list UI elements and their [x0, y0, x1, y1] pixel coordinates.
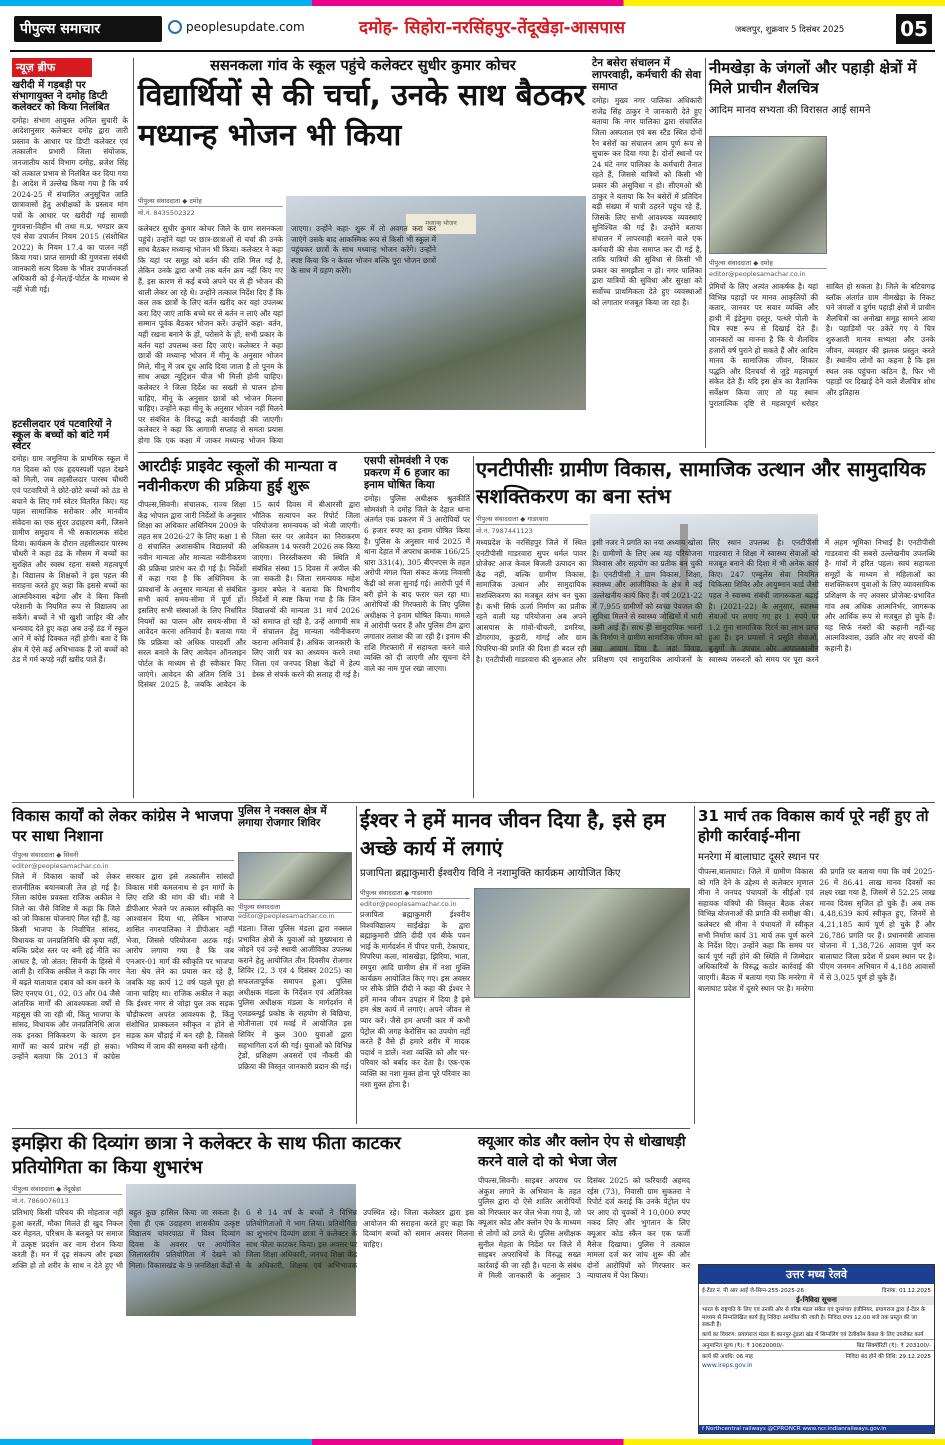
top-color-bar [0, 0, 945, 6]
brief-body-1: दमोह। संभाग आयुक्त अनिल सुचारी के आदेशानुसार कलेक्टर दमोह द्वारा जारी प्रस्ताव के आधार पर डिप्टी कलेक्टर एवं तत्कालीन प्रभारी जिला संयोजक, जनजातीय कार्य विभाग दमोह, ब्रजेश सिंह को तत्काल प्रभाव से निलंबित कर दिया गया है। आदेश में उल्लेख किया गया है कि वर्ष 2024-25 में संचालित अनुसूचित जाति छात्रावासों हेतु अधीक्षकों के प्रस्ताव मांग पत्रों के आधार पर खरीदी गई सामग्री गुणवत्ता-विहीन थी तथा म.प्र. भण्डार क्रय एवं सेवा उपार्जन नियम 2015 (संशोधित 2022) के नियम 17.4 का पालन नहीं किया गया। प्राप्त सामग्री की गुणवत्ता संबंधी जानकारी सत्य दिवस के भीतर उपार्जनकर्ता अधिकारी को ई-मेल/ई-पोर्टल के माध्यम से नहीं भेजी गई। [12, 115, 128, 295]
rock-art-story [709, 58, 935, 448]
march-story [698, 806, 935, 1258]
rock-body-right [831, 136, 935, 282]
divyang-byline: पीपुल्स संवाददाता ◆ तेंदूखेड़ा मो.नं. 7869076013 [12, 1184, 122, 1205]
march-headline: 31 मार्च तक विकास कार्य पूरे नहीं हुए तो होगी कार्रवाई-मीना [698, 807, 929, 845]
congress-headline: विकास कार्यों को लेकर कांग्रेस ने भाजपा पर साधा निशाना [12, 807, 233, 845]
ishwar-deck: प्रजापिता ब्रह्माकुमारी ईश्वरीय विवि ने नशामुक्ति कार्यक्रम आयोजित किए [360, 868, 621, 879]
tent-body: दमोह। मुख्य नगर पालिका अधिकारी राजेंद्र सिंह ठाकुर ने जानकारी देते हुए बताया कि नगर पालिका द्वारा संचालित जिला अस्पताल एवं बस स्टैंड स्थित दोनों रैन बसेरों का संचालन आम पूर्ण रूप से सुचारू कर दिया गया है। दोनों स्थानों पर 24 घंटे नगर पालिका के कर्मचारी तैनात रहते हैं, जिससे यात्रियों को किसी भी प्रकार की असुविधा न हो। सीएमओ श्री ठाकुर ने बताया कि रैन बसेरों में प्रतिदिन बड़ी संख्या में यात्री ठहरने पहुंच रहे हैं, जिसके लिए सभी आवश्यक व्यवस्थाएं सुनिश्चित की गई हैं। उन्होंने बताया संचालन में लापरवाही बरतने वाले एक कर्मचारी की सेवा समाप्त कर दी गई है, ताकि यात्रियों की सुविधा से किसी भी प्रकार का समझौता न हो। नगर पालिका द्वारा यात्रियों की सुविधा और सुरक्षा को सर्वोच्च प्राथमिकता देते हुए व्यवस्थाओं को लगातार मजबूत किया जा रहा है। [592, 96, 702, 307]
sp-story [364, 456, 470, 798]
ishwar-body: प्रजापिता ब्रह्माकुमारी ईश्वरीय विश्वविद्यालय साईंखेड़ा के द्वारा ब्रह्माकुमारी प्रीति दीदी एवं बीके पवन भाई के मार्गदर्शन में पीपर पानी, टेकापार, पिपरिया कला, मांसखेड़ा, झिरिया, भाता, रमपुरा आदि ग्रामीण क्षेत्र में नशा मुक्ति कार्यक्रम आयोजित किए गए। इस अवसर पर सीके प्रीति दीदी ने कहा की ईश्वर ने हमें मानव जीवन उपहार में दिया है इसे हम श्रेष्ठ कार्य में लगाएं। अपने जीवन से प्यार करें। जैसे हम अपनी कार में कभी पेट्रोल की जगह केरोसिन का उपयोग नहीं करते हैं वैसे ही हमारे शरीर में मादक पदार्थ न डालें। नशा व्यक्ति को और घर-परिवार को बर्बाद कर देता है। एक-एक व्यक्ति का नशा मुक्त होना पूरे परिवार का नशा मुक्त होना है। [360, 910, 470, 1089]
march-body: पीपल्स,बालाघाट। जिले में ग्रामीण विकास को गति देने के उद्देश्य से कलेक्टर मृणाल मीना ने जनपद पंचायतों के सीईओ एवं सहायक यंत्रियों की विस्तृत बैठक लेकर विभिन्न योजनाओं की प्रगति की समीक्षा की। कलेक्टर श्री मीना ने पंचायतों में स्वीकृत सभी निर्माण कार्य 31 मार्च तक पूर्ण करने के निर्देश दिए। उन्होंने कहा कि समय पर कार्य पूर्ण नहीं होने की स्थिति में जिम्मेदार अधिकारियों के विरुद्ध कठोर कार्रवाई की जाएगी। बैठक में बताया गया कि मनरेगा में बालाघाट प्रदेश में दूसरे स्थान पर है। मनरेगा की प्रगति पर बताया गया कि वर्ष 2025-26 में 86.41 लाख मानव दिवसों का लक्ष्य रखा गया है, जिसमें से 52.25 लाख मानव दिवस सृजित हो चुके हैं। अब तक 4,48,639 कार्य स्वीकृत हुए, जिनमें से 4,21,185 कार्य पूर्ण हो चुके हैं और 26,786 प्रगति पर हैं। प्रधानमंत्री आवास योजना में 1,38,726 आवास पूर्ण कर बालाघाट जिला प्रदेश में प्रथम स्थान पर है। पीएम जनमन अभियान में 4,188 आवासों में से 3,025 पूर्ण हो चुके हैं। [698, 867, 935, 993]
rock-photo [709, 136, 827, 254]
tent-headline: टेन बसेरा संचालन में लापरवाही, कर्मचारी की सेवा समाप्त [592, 57, 702, 93]
police-headline: पुलिस ने नक्सल क्षेत्र में लगाया रोजगार शिविर [238, 805, 327, 829]
page-number: 05 [896, 14, 932, 44]
ntpc-headline: एनटीपीसीः ग्रामीण विकास, सामाजिक उत्थान और सामुदायिक सशक्तिकरण का बना स्तंभ [476, 457, 926, 508]
tent-story [592, 58, 702, 448]
rock-body: प्रेमियों के लिए अत्यंत आकर्षक है। यहां विभिन्न पहाड़ों पर मानव आकृतियों की कतार, जानवर पर सवार व्यक्ति और हाथी में इंडेनुमा दस्तूर, पत्थरे पोली के चित्र स्पष्ट रूप से दिखाई देते हैं। जानकारों का मानना है कि ये शैलचित्र हजारों वर्ष पुराने हो सकते हैं और आदिम मानव के सामाजिक जीवन, शिकार पद्धति और दिनचर्या से जुड़े महत्वपूर्ण संकेत देते हैं। यदि इस क्षेत्र का वैज्ञानिक सर्वेक्षण किया जाए तो यह स्थान पुरातात्विक दृष्टि से महत्वपूर्ण धरोहर साबित हो सकता है। जिले के बटियागढ़ ब्लॉक अंतर्गत ग्राम नीमखेड़ा के निकट घने जंगलों व दुर्गम पहाड़ी क्षेत्रों में प्राचीन शैलचित्रों का अनोखा समूह सामने आया है। पहाड़ियों पर उकेरे गए ये चित्र शुरुआती मानव सभ्यता और उनके जीवन, व्यवहार की झलक प्रस्तुत करते हैं। स्थानीय लोगों का कहना है कि इस स्थल तक पहुंचना कठिन है, फिर भी पहाड़ों पर दिखाई देने वाले शैलचित्र शोध और इतिहास [709, 282, 935, 408]
brief-body-2: दमोह। ग्राम जमुनिया के प्राथमिक स्कूल में गत दिवस को एक हृदयस्पर्शी पहल देखने को मिली, जब तहसीलदार पारस्थ चौधरी एवं पटवारियों ने छोटे-छोटे बच्चों को ठंड से बचाने के लिए गर्म स्वेटर वितरित किए। यह पहल सामाजिक सरोकार और मानवीय संवेदना का एक सुंदर उदाहरण बनी, जिसने ग्रामीण समुदाय में भी सकारात्मक संदेश दिया। कार्यक्रम के दौरान तहसीलदार पारस्थ चौधरी ने कहा ठंड के मौसम में बच्चों का सुरक्षित और स्वस्थ रहना सबसे महत्वपूर्ण है। विद्यालय के शिक्षकों ने इस पहल की सराहना करते हुए कहा कि इससे बच्चों का आत्मविश्वास बढ़ेगा और वे बिना किसी परेशानी के नियमित रूप से विद्यालय आ सकेंगे। बच्चों ने भी खुशी जाहिर की और धन्यवाद देते हुए कहा अब उन्हें ठंड में स्कूल आने में कोई दिक्कत नहीं होगी। बता दें कि क्षेत्र में ऐसे कई अभिभावक हैं जो बच्चों को ठंड में गर्म कपड़े नहीं खरीद पाते हैं। [12, 454, 128, 665]
railway-body: भारत के राष्ट्रपति के लिए एवं उनकी ओर से वरिष्ठ मंडल संकेत एवं दूरसंचार इंजीनियर, प्रयागराज द्वारा ई-टेंडर के माध्यम से निम्नलिखित कार्य हेतु निविदा आमंत्रित की जाती है। निविदा प्रपत्र 12.00 बजे तक प्रस्तुत की जा सकती है। [702, 1307, 926, 1328]
railway-tender-no: ई-टेंडर नं. पी आर आई जे-सिग्न-255-2025-26 [702, 1288, 804, 1294]
classroom-sign: मध्यान्ह भोजन [406, 214, 476, 234]
qr-body: पीपल्स,सिवनी। साइबर अपराध पर अंकुश लगाने के अभियान के तहत पुलिस द्वारा दो ऐसे शातिर आरोपियों को गिरफ्तार कर जेल भेजा गया है, जो क्यूआर कोड और क्लोन ऐप के माध्यम से लोगों को ठगते थे। पुलिस अधीक्षक सुनील मेहता के निर्देश पर जिले में साइबर अपराधियों के विरुद्ध सख्त कार्रवाई की जा रही है। घटना के संबंध में मिली जानकारी के अनुसार 3 दिसंबर 2025 को फरियादी अहमद रईस (73), निवासी ग्राम सुकतरा ने रिपोर्ट दर्ज कराई कि उनके पेट्रोल पंप पर आए दो युवकों ने 10,000 रुपए नकद लिए और भुगतान के लिए क्यूआर कोड स्कैन कर एक फर्जी मैसेज दिखाया। पुलिस ने तत्काल मामला दर्ज कर जांच शुरू की और दोनों आरोपियों को गिरफ्तार कर न्यायालय में पेश किया। [478, 1176, 690, 1281]
dateline: जबलपुर, शुक्रवार 5 दिसंबर 2025 [735, 25, 845, 35]
lead-body-continued [286, 414, 586, 448]
ishwar-byline: पीपुल्स संवाददाता ◆ गाडरवारा editor@peoplesamachar.co.in [360, 888, 470, 908]
lead-headline: विद्यार्थियों से की चर्चा, उनके साथ बैठकर मध्यान्ह भोजन भी किया [138, 78, 586, 154]
divyang-body: प्रतिभाएं किसी परिचय की मोहताज नहीं हुआ करतीं, मौका मिलते ही खुद निकल कर मेहनत, परिश्रम के बलबूते पर समाज में उत्कृष्ट प्रदर्शन कर नाम रोशन किया करती हैं। मन में दृढ़ संकल्प और इच्छा शक्ति हो तो शरीर के साथ न देते हुए भी बहुत कुछ हासिल किया जा सकता है। ऐसा ही एक उदाहरण शासकीय उत्कृष्ट विद्यालय चांवरपाठा में विश्व दिव्यांग दिवस के अवसर पर आयोजित जिलास्तरीय प्रतियोगिता में देखने को मिला। विकासखंड के 9 जनशिक्षा केंद्रों से 6 से 14 वर्ष के बच्चों ने विभिन्न प्रतियोगिताओं में भाग लिया। प्रतियोगिता का शुभारंभ दिव्यांग छात्रा ने कलेक्टर के साथ फीता काटकर किया। इस अवसर पर जिला शिक्षा अधिकारी, जनपद शिक्षा केंद्र के अधिकारी, शिक्षक एवं अभिभावक उपस्थित रहे। जिला कलेक्टर द्वारा इस आयोजन की सराहना करते हुए कहा कि दिव्यांग बच्चों को समान अवसर मिलना चाहिए। [12, 1208, 474, 1270]
police-body: मंडला। जिला पुलिस मंडला द्वारा नक्सल प्रभावित क्षेत्रों के युवाओं को मुख्यधारा से जोड़ने एवं उन्हें स्थायी आजीविका उपलब्ध कराने हेतु आयोजित तीन दिवसीय रोजगार शिविर (2, 3 एवं 4 दिसंबर 2025) का सफलतापूर्वक समापन हुआ। पुलिस अधीक्षक मंडला के निर्देशन एवं अतिरिक्त पुलिस अधीक्षक मंडला के मार्गदर्शन में एलडब्ल्यूई प्रकोष्ठ के सहयोग से बिछिया, मोतीनाला एवं मवई में आयोजित इस शिविर में कुल 300 युवाओं द्वारा सहभागिता दर्ज की गई। युवाओं को विभिन्न ट्रेडों, प्रशिक्षण अवसरों एवं नौकरी की प्रक्रिया की विस्तृत जानकारी प्रदान की गई। [238, 924, 352, 1071]
site-url[interactable]: peoplesupdate.com [186, 20, 305, 34]
railway-site[interactable]: www.ireps.gov.in [702, 1362, 753, 1369]
region-banner: दमोह- सिहोरा-नरसिंहपुर-तेंदूखेड़ा-आसपास [359, 18, 625, 38]
lead-story [138, 58, 588, 448]
railway-title: उत्तर मध्य रेलवे [699, 1265, 934, 1284]
masthead [0, 0, 945, 54]
congress-story: विकास कार्यों को लेकर कांग्रेस ने भाजपा पर साधा निशाना पीपुल्स संवाददाता ◆ सिवनी editor@peoplesamachar.co.in जिले में विकास कार्यों को लेकर राजनीतिक बयानबाजी तेज हो गई है। जिला कांग्रेस प्रवक्ता राजिक अकील ने जिले का जैसे विशिष्ट में कहा कि जिले को जो विकास योजनाएं मिल रही हैं, वह किसी भाजपा के निर्वाचित सांसद, विधायक या जनप्रतिनिधि की कृपा नहीं, बल्कि प्रदेश स्तर पर बनी हई नीति का आधार है, जो अंतत: सिवनी के हिस्से में आती है। राजिक अकील ने कहा कि नगर में बढ़ते यातायात दबाव को कम करने के लिए एनएच 01, 02, 03 और 04 जैसे आंतरिक मार्गों की आवश्यकता वर्षों से महसूस की जा रही थी, किंतु भाजपा के सांसद, विधायक और जनप्रतिनिधि आज तक इनका निकिकरण के कारण इन मार्गों का कार्य प्रारंभ नहीं हो सका। उन्होंने बताया कि 2013 में कांग्रेस सरकार द्वारा इसे तत्कालीन सांसदों विकास मंत्री कमलनाथ से इन मार्गों के लिए राशि की मांग की थी। मंत्री ने डीपीआर भेजने पर तत्काल स्वीकृति का आश्वासन दिया था, लेकिन भाजपा शासित नगरपालिका ने डीपीआर नहीं भेजा, जिससे परियोजना अटक गई। आरोप लगाया गया है कि जब एनआर-01 मार्ग की स्वीकृति पर भाजपा नेता श्रेय लेने का प्रयास कर रहे हैं, जबकि यह कार्य 12 वर्ष पहले पूरा हो जाना चाहिए था। राजिक अकील ने कहा कि ईश्वर नगर से जोड़ा पुल तक सड़क चौड़ीकरण अपरंत आवश्यक है, किंतु संशोधित प्राक्कलन स्वीकृत न होने से सड़क कम चौड़ाई में बन रही है, जिससे भविष्य में जाम की समस्या बनी रहेगी। [12, 806, 234, 1124]
bottom-color-bar [0, 1439, 945, 1445]
railway-footer: f Northcentral railways @CPRONCR www.ncr.indianrailways.gov.in [699, 1425, 934, 1433]
brief-headline-2: हटसीलदार एवं पटवारियों ने स्कूल के बच्चों को बांटे गर्म स्वेटर [12, 418, 112, 452]
railway-date: दिनांक: 01.12.2025 [882, 1288, 931, 1294]
ishwar-headline: ईश्वर ने हमें मानव जीवन दिया है, इसे हम अच्छे कार्य में लगाएं [360, 808, 666, 860]
lead-kicker: ससनकला गांव के स्कूल पहुंचे कलेक्टर सुधीर कुमार कोचर [210, 58, 516, 74]
congress-body: जिले में विकास कार्यों को लेकर राजनीतिक बयानबाजी तेज हो गई है। जिला कांग्रेस प्रवक्ता राजिक अकील ने जिले का जैसे विशिष्ट में कहा कि जिले को जो विकास योजनाएं मिल रही हैं, वह किसी भाजपा के निर्वाचित सांसद, विधायक या जनप्रतिनिधि की कृपा नहीं, बल्कि प्रदेश स्तर पर बनी हई नीति का आधार है, जो अंतत: सिवनी के हिस्से में आती है। राजिक अकील ने कहा कि नगर में बढ़ते यातायात दबाव को कम करने के लिए एनएच 01, 02, 03 और 04 जैसे आंतरिक मार्गों की आवश्यकता वर्षों से महसूस की जा रही थी, किंतु भाजपा के सांसद, विधायक और जनप्रतिनिधि आज तक इनका निकिकरण के कारण इन मार्गों का कार्य प्रारंभ नहीं हो सका। उन्होंने बताया कि 2013 में कांग्रेस सरकार द्वारा इसे तत्कालीन सांसदों विकास मंत्री कमलनाथ से इन मार्गों के लिए राशि की मांग की थी। मंत्री ने डीपीआर भेजने पर तत्काल स्वीकृति का आश्वासन दिया था, लेकिन भाजपा शासित नगरपालिका ने डीपीआर नहीं भेजा, जिससे परियोजना अटक गई। आरोप लगाया गया है कि जब एनआर-01 मार्ग की स्वीकृति पर भाजपा नेता श्रेय लेने का प्रयास कर रहे हैं, जबकि यह कार्य 12 वर्ष पहले पूरा हो जाना चाहिए था। राजिक अकील ने कहा कि ईश्वर नगर से जोड़ा पुल तक सड़क चौड़ीकरण अपरंत आवश्यक है, किंतु संशोधित प्राक्कलन स्वीकृत न होने से सड़क कम चौड़ाई में बन रही है, जिससे भविष्य में जाम की समस्या बनी रहेगी। [12, 872, 234, 1062]
divyang-headline: इमझिरा की दिव्यांग छात्रा ने कलेक्टर के साथ फीता काटकर प्रतियोगिता का किया शुभारंभ [12, 1133, 401, 1178]
lead-body: कलेक्टर सुधीर कुमार कोचर जिले के ग्राम ससनकला पहुंचे। उन्होंने यहां पर छात्र-छात्राओं से चर्चा की उनके साथ बैठकर मध्यान्ह भोजन भी किया। कलेक्टर ने कहा कि यहां पर समूह को बर्तन की राशि मिल गई है, लेकिन उनके द्वारा अभी तक बर्तन क्रय नहीं किए गए हैं, इस कारण से कई बच्चे अपने घर से ही भोजन की थाली लेकर आ रहे थे। उन्होंने तत्काल निर्देश दिए हैं कि कल तक छात्रों के लिए बर्तन खरीद कर यहां उपलब्ध करा दिए जाएं ताकि बच्चे घर से बर्तन न लाएं और यहां सम्मान पूर्वक बैठकर भोजन करें। उन्होंने कहा- बर्तन, यहीं रखना बनाने के हों, परोसने के हों, सभी प्रकार के बर्तन यहां उपलब्ध करा दिए जाएं। कलेक्टर ने कहा छात्रों की मध्यान्ह भोजन में मीनू के अनुसार भोजन मिले, मीनू में जब दूध आदि दिया जाता है तो पूनम के साथ अच्छा न्यूट्रिशन चीज भी मिली होनी चाहिए। कलेक्टर ने जिला दिर्देश का सख्ती से पालन होना चाहिए, मीनू के अनुसार छात्रों को भोजन मिलना चाहिए। उन्होंने कहा मीनू के अनुसार भोजन नहीं मिलने पर संबंधित के विरुद्ध कड़ी कार्यवाही की जाएगी। कलेक्टर ने कहा कि आगामी सप्ताह से समता प्रयास होगा कि एक कक्षा में जाकर मध्यान्ह भोजन किया [138, 224, 283, 445]
brand-logo: पीपुल्स समाचार [14, 16, 162, 42]
police-story: पुलिस ने नक्सल क्षेत्र में लगाया रोजगार शिविर पीपुल्स संवाददाता editor@peoplesamachar.co.in मंडला। जिला पुलिस मंडला द्वारा नक्सल प्रभावित क्षेत्रों के युवाओं को मुख्यधारा से जोड़ने एवं उन्हें स्थायी आजीविका उपलब्ध कराने हेतु आयोजित तीन दिवसीय रोजगार शिविर (2, 3 एवं 4 दिसंबर 2025) का सफलतापूर्वक समापन हुआ। पुलिस अधीक्षक मंडला के निर्देशन एवं अतिरिक्त पुलिस अधीक्षक मंडला के मार्गदर्शन में एलडब्ल्यूई प्रकोष्ठ के सहयोग से बिछिया, मोतीनाला एवं मवई में आयोजित इस शिविर में कुल 300 युवाओं द्वारा सहभागिता दर्ज की गई। युवाओं को विभिन्न ट्रेडों, प्रशिक्षण अवसरों एवं नौकरी की प्रक्रिया की विस्तृत जानकारी प्रदान की गई। [238, 806, 352, 1124]
qr-story [478, 1132, 690, 1432]
police-photo [238, 852, 352, 900]
railway-ad: उत्तर मध्य रेलवे ई-टेंडर नं. पी आर आई जे-सिग्न-255-2025-26 दिनांक: 01.12.2025 ई-निविदा सूचना भारत के राष्ट्रपति के लिए एवं उनकी ओर से वरिष्ठ मंडल संकेत एवं दूरसंचार इंजीनियर, प्रयागराज द्वारा ई-टेंडर के माध्यम से निम्नलिखित कार्य हेतु निविदा आमंत्रित की जाती है। निविदा प्रपत्र 12.00 बजे तक प्रस्तुत की जा सकती है। कार्य का विवरण: प्रयागराज मंडल के कानपुर-टूंडला खंड में सिग्नलिंग एवं टेलीकॉम केबल के लिए उपरोक्त कार्य अनुमानित मूल्य (₹): ₹ 10620000/- बिड सिक्योरिटी (₹): ₹ 203100/- कार्य की अवधि: 06 माह निविदा बंद होने की तिथि: 29.12.2025 www.ireps.gov.in f Northcentral railways @CPRONCR www.ncr.indianrailways.gov.in [698, 1264, 935, 1434]
ishwar-photo [474, 888, 690, 998]
news-brief-label: न्यूज़ ब्रीफ [12, 58, 92, 77]
brief-headline-1: खरीदी में गड़बड़ी पर संभागायुक्त ने दमोह डिप्टी कलेक्टर को किया निलंबित [12, 80, 110, 114]
rock-byline: पीपुल्स संवाददाता ◆ दमोह editor@peoplesamachar.co.in [709, 258, 827, 278]
ishwar-story [360, 806, 690, 1124]
railway-sub: ई-निविदा सूचना [699, 1296, 934, 1305]
sp-headline: एसपी सोमवंशी ने एक प्रकरण में 6 हजार का इनाम घोषित किया [364, 455, 450, 491]
ntpc-story [476, 456, 935, 798]
march-deck: मनरेगा में बालाघाट दूसरे स्थान पर [698, 852, 820, 863]
rock-headline: नीमखेड़ा के जंगलों और पहाड़ी क्षेत्रों में मिले प्राचीन शैलचित्र [709, 59, 917, 97]
railway-work: कार्य का विवरण: प्रयागराज मंडल के कानपुर-टूंडला खंड में सिग्नलिंग एवं टेलीकॉम केबल के लिए उपरोक्त कार्य [702, 1331, 924, 1338]
divyang-story [12, 1132, 474, 1432]
rte-story [138, 456, 360, 798]
rock-deck: आदिम मानव सभ्यता की विरासत आई सामने [709, 105, 871, 116]
qr-headline: क्यूआर कोड और क्लोन ऐप से धोखाधड़ी करने वाले दो को भेजा जेल [478, 1134, 686, 1170]
rte-headline: आरटीईः प्राइवेट स्कूलों की मान्यता व नवीनीकरण की प्रक्रिया हुई शुरू [138, 457, 337, 495]
lead-byline-block: पीपुल्स संवाददाता ◆ दमोह मो.नं. 8435502322 [138, 196, 283, 217]
ntpc-byline: पीपुल्स संवाददाता ◆ गाडरवारा मो.नं. 7987441123 [476, 514, 588, 535]
ntpc-body: मध्यप्रदेश के नरसिंहपुर जिले में स्थित एनटीपीसी गाडरवारा सुपर थर्मल पावर प्रोजेक्ट आज केवल बिजली उत्पादन का केंद्र नहीं, बल्कि ग्रामीण विकास, सामाजिक उत्थान और सामुदायिक सशक्तिकरण का मजबूत स्तंभ बन चुका है। कभी सिर्फ ऊर्जा निर्माण का प्रतीक रहने वाली यह परियोजना अब अपने आसपास के गांवों-चीचली, डमरिया, डोंगरगांव, कुड़ारी, गांगई और ग्राम पिपरिया-की प्रगति की दिशा ही बदल रही है। एनटीपीसी गाडरवारा की शुरुआत और इसी नजर ने प्रगति का नया अध्याय खोला है। ग्रामीणों के लिए अब यह परियोजना विश्वास और सहयोग का प्रतीक बन चुकी है। एनटीपीसी ने ग्राम विकास, शिक्षा, स्वास्थ्य और आजीविका के क्षेत्र में कई उल्लेखनीय कार्य किए हैं। वर्ष 2021-22 में 7,955 ग्रामीणों को स्वच्छ पेयजल की सुविधा मिलने से स्वास्थ्य जोखिमों में भारी कमी आई है। साथ ही सामुदायिक भवनों के निर्माण ने ग्रामीण सामाजिक जीवन को नया आयाम दिया है, जहां विवाह, प्रशिक्षण एवं सामुदायिक आयोजनों के लिए स्थान उपलब्ध है। एनटीपीसी गाडरवारा ने शिक्षा में स्वास्थ्य सेवाओं को मजबूत बनाने की दिशा में भी अनेक कार्य किए। 247 एम्बुलेंस सेवा नियमित चिकित्सा शिविर और आयुष्मान कार्ड जैसी पहल ने स्वास्थ्य संबंधी जागरूकता बढ़ाई है। (2021-22) के अनुसार, स्वास्थ्य सेवाओं पर लगाए गए हर 1 रुपये पर 1.2 गुना सामाजिक रिटर्न का लाभ प्राप्त हुआ है। इन प्रयासों ने प्रसूति सेवाओं, बुजुर्गों के उपचार और आपातकालीन स्वास्थ्य जरूरतों को समय पर पूरा करने में अहम भूमिका निभाई है। एनटीपीसी गाडरवारा की सबसे उल्लेखनीय उपलब्धि है- गांवों में हरित पहल। स्वयं सहायता समूहों के माध्यम से महिलाओं का सशक्तिकरण युवाओं के लिए व्यावसायिक प्रशिक्षण के नए अवसर प्रोजेक्ट-प्रभावित गांव अब अधिक आत्मनिर्भर, जागरूक और आर्थिक रूप से मजबूत हो चुके हैं। यह सिर्फ नंबरों की कहानी नहीं-यह आत्मविश्वास, उन्नति और नए सपनों की कहानी है। [476, 538, 935, 664]
globe-icon [168, 20, 182, 34]
news-brief-column [12, 58, 128, 798]
rte-body: पीपल्स,सिवनी। संचालक, राज्य शिक्षा केंद्र भोपाल द्वारा जारी निर्देशों के अनुसार शिक्षा का अधिकार अधिनियम 2009 के तहत सत्र 2026-27 के लिए कक्षा 1 से 8 संचालित अशासकीय विद्यालयों की नवीन मान्यता और मान्यता नवीनीकरण की प्रक्रिया प्रारंभ कर दी गई है। निर्देशों में कहा गया है कि अधिनियम के प्रावधानों के अनुसार मान्यता से संबंधित सभी कार्य समय-सीमा में पूर्ण हों। इसलिए सभी संस्थाओं के लिए निर्धारित नियमों का पालन और समय-सीमा में आवेदन करना अनिवार्य है। बताया गया कि प्रक्रिया को अधिक पारदर्शी और सरल बनाने के लिए आवेदन ऑनलाइन पोर्टल के माध्यम से ही स्वीकार किए जाएंगे। आवेदन की अंतिम तिथि 31 दिसंबर 2025 है, जबकि आवेदन के 15 कार्य दिवस में बीआरसी द्वारा भौतिक सत्यापन कर रिपोर्ट जिला परियोजना समन्वयक को भेजी जाएगी। जिला स्तर पर आवेदन का निराकरण अधिकतम 14 फरवरी 2026 तक किया जाएगा। निरस्तीकरण की स्थिति में संबंधित संस्था 15 दिवस में अपील की जा सकती है। जिला समन्वयक महेश कुमार बघेल ने बताया कि विभागीय निर्देशों में स्पष्ट किया गया है कि जिन विद्यालयों की मान्यता 31 मार्च 2026 को समाप्त हो रही है, उन्हें आगामी सत्र में संचालन हेतु मान्यता नवीनीकरण कराना अनिवार्य है। अधिक जानकारी के लिए जारी पत्र का अध्ययन करने तथा जिला एवं जनपद शिक्षा केंद्रों में हेल्प डेस्क से संपर्क करने की सलाह दी गई है। [138, 500, 360, 690]
sp-body: दमोह। पुलिस अधीक्षक श्रुतकीर्ति सोमवंशी ने दमोह जिले के देहात थाना अंतर्गत एक प्रकरण में 3 आरोपियों पर 6 हजार रुपए का इनाम घोषित किया है। पुलिस के अनुसार मार्च 2025 में थाना देहात में अपराध क्रमांक 166/25 धारा 331(4), 305 बीएनएस के तहत अरोपी मंगल पिता संकट कंजड़ निवासी केंद्री को सजा सुनाई गई। आरोपी पूर्व में बरी होने के बाद फरार चल रहा था। आरोपियों की गिरफ्तारी के लिए पुलिस अधीक्षक ने इनाम घोषित किया। मामले में आरोपी फरार हैं और पुलिस टीम द्वारा लगातार तलाश की जा रही है। इनाम की राशि गिरफ्तारी में सहायता करने वाले व्यक्ति को दी जाएगी और सूचना देने वाले का नाम गुप्त रखा जाएगा। [364, 494, 470, 673]
